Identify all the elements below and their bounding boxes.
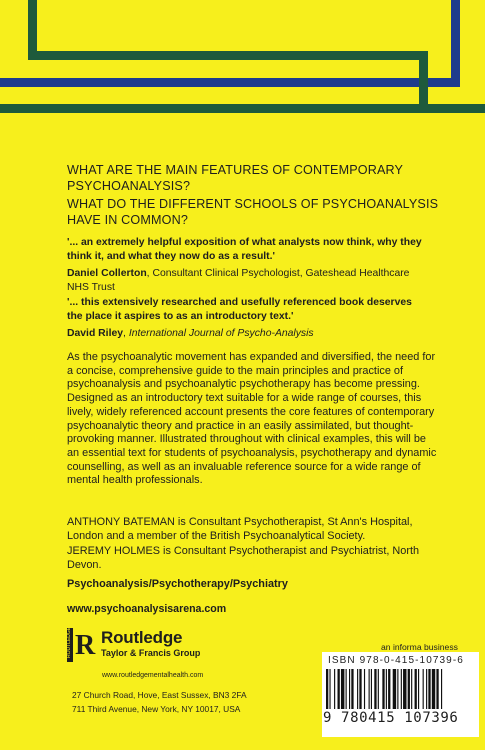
headline-question: WHAT ARE THE MAIN FEATURES OF CONTEMPORARY PSYCHOANALYSIS? <box>67 163 403 193</box>
review-author: David Riley <box>67 328 124 339</box>
isbn-label: ISBN 978-0-415-10739-6 <box>328 655 464 666</box>
address-us: 711 Third Avenue, New York, NY 10017, USA <box>72 704 241 714</box>
barcode-icon <box>326 669 476 709</box>
logo-letter: R <box>75 630 96 661</box>
publisher-logo <box>67 628 247 660</box>
website-link[interactable]: www.psychoanalysisarena.com <box>67 603 227 615</box>
review-affiliation: , Consultant Clinical Psychologist, Gateshead Healthcare NHS Trust <box>67 268 410 293</box>
informa-tagline: an informa business <box>381 642 458 652</box>
publisher-name: Routledge <box>101 628 183 647</box>
publisher-website[interactable]: www.routledgementalhealth.com <box>102 672 204 679</box>
routledge-r-icon <box>67 628 97 662</box>
author-bio: ANTHONY BATEMAN is Consultant Psychotherapist, St Ann's Hospital, London and a member of the British Psychoanalytical Society. <box>67 516 413 542</box>
subject-categories: Psychoanalysis/Psychotherapy/Psychiatry <box>67 578 288 590</box>
review-quote <box>67 236 427 294</box>
frame-inner-green-bar <box>0 104 485 113</box>
review-text: '... an extremely helpful exposition of what analysts now think, why they think it, and what they now do as a result.' <box>67 237 422 262</box>
headline-question: WHAT DO THE DIFFERENT SCHOOLS OF PSYCHOANALYSIS HAVE IN COMMON? <box>67 197 439 227</box>
logo-side-text: ROUTLEDGE <box>66 626 72 658</box>
review-affiliation: International Journal of Psycho-Analysis <box>128 328 314 339</box>
publisher-group: Taylor & Francis Group <box>101 648 201 658</box>
review-attribution: David Riley, International Journal of Psycho-Analysis <box>67 328 314 339</box>
review-attribution <box>67 267 427 294</box>
barcode-block <box>322 652 479 737</box>
review-text: '... this extensively researched and usefully referenced book deserves the place it aspires to as an introductory text.' <box>67 297 412 322</box>
book-description: As the psychoanalytic movement has expanded and diversified, the need for a concise, comprehensive guide to the main principles and practice of psychoanalysis and psychoanalytic psychotherapy has become pressing. Designed as an introductory text suitable for a wide range of courses, this lively, widely referenced account presents the core features of contemporary psychoanalytic theory and practice in an easily assimilated, but thought-provoking manner. Illustrated throughout with clinical examples, this will be an essential text for students of psychoanalysis, psychotherapy and dynamic counselling, as well as an invaluable reference source for a wide range of mental health professionals. <box>67 351 437 487</box>
author-bio: JEREMY HOLMES is Consultant Psychotherapist and Psychiatrist, North Devon. <box>67 545 420 571</box>
frame-outer-blue-vertical <box>451 0 460 87</box>
address-uk: 27 Church Road, Hove, East Sussex, BN3 2FA <box>72 690 247 700</box>
review-author: Daniel Collerton <box>67 268 147 279</box>
frame-inner-green-right <box>419 51 428 113</box>
headline-questions <box>67 163 447 231</box>
barcode-digits: 9 780415 107396 <box>323 710 459 726</box>
frame-outer-blue-bar <box>0 78 460 87</box>
frame-inner-green-top <box>28 51 428 60</box>
review-quote <box>67 296 427 341</box>
